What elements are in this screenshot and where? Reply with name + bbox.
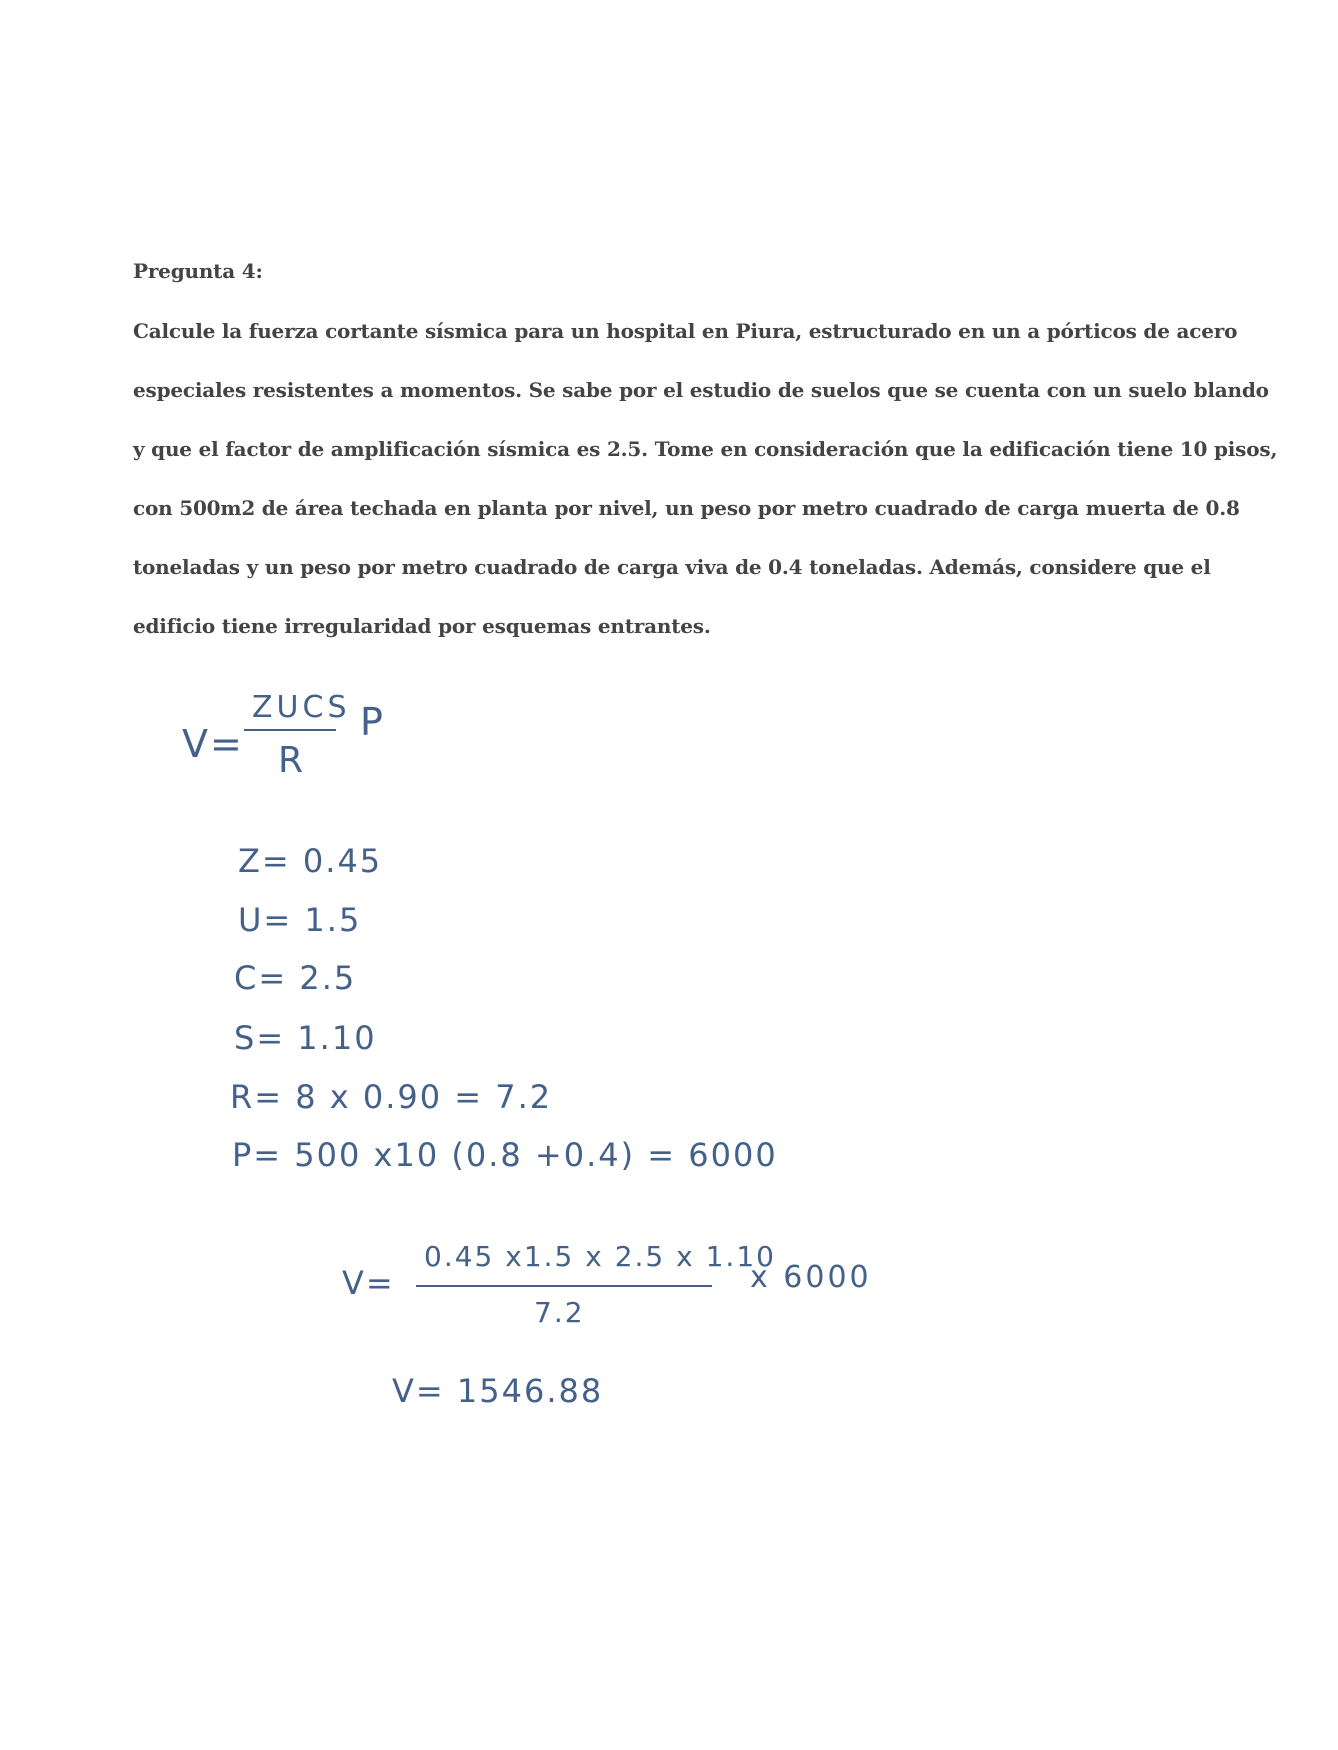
question-line-2: especiales resistentes a momentos. Se sabe por el estudio de suelos que se cuenta con un suelo blando [133, 378, 1269, 402]
formula-numerator: ZUCS [252, 690, 351, 725]
question-line-4: con 500m2 de área techada en planta por nivel, un peso por metro cuadrado de carga muerta de 0.8 [133, 496, 1240, 520]
formula-lhs: V= [182, 722, 244, 766]
substitution-numerator: 0.45 x1.5 x 2.5 x 1.10 [424, 1240, 776, 1273]
substitution-denominator: 7.2 [534, 1296, 585, 1329]
parameter-z: Z= 0.45 [238, 842, 383, 880]
substitution-factor: x 6000 [750, 1260, 872, 1295]
result: V= 1546.88 [392, 1372, 604, 1410]
question-line-5: toneladas y un peso por metro cuadrado de carga viva de 0.4 toneladas. Además, considere que el [133, 555, 1211, 579]
parameter-s: S= 1.10 [234, 1019, 377, 1057]
question-line-1: Calcule la fuerza cortante sísmica para un hospital en Piura, estructurado en un a pórticos de acero [133, 319, 1238, 343]
parameter-r: R= 8 x 0.90 = 7.2 [230, 1078, 553, 1116]
question-line-3: y que el factor de amplificación sísmica es 2.5. Tome en consideración que la edificación tiene 10 pisos, [133, 437, 1278, 461]
formula-fraction-bar [244, 729, 336, 731]
substitution-fraction-bar [416, 1285, 712, 1287]
parameter-p: P= 500 x10 (0.8 +0.4) = 6000 [232, 1136, 778, 1174]
question-line-6: edificio tiene irregularidad por esquemas entrantes. [133, 614, 711, 638]
formula-factor: P [360, 700, 385, 744]
substitution-lhs: V= [342, 1264, 395, 1302]
parameter-u: U= 1.5 [238, 901, 362, 939]
formula-denominator: R [278, 740, 306, 781]
question-heading: Pregunta 4: [133, 259, 263, 283]
parameter-c: C= 2.5 [234, 959, 357, 997]
